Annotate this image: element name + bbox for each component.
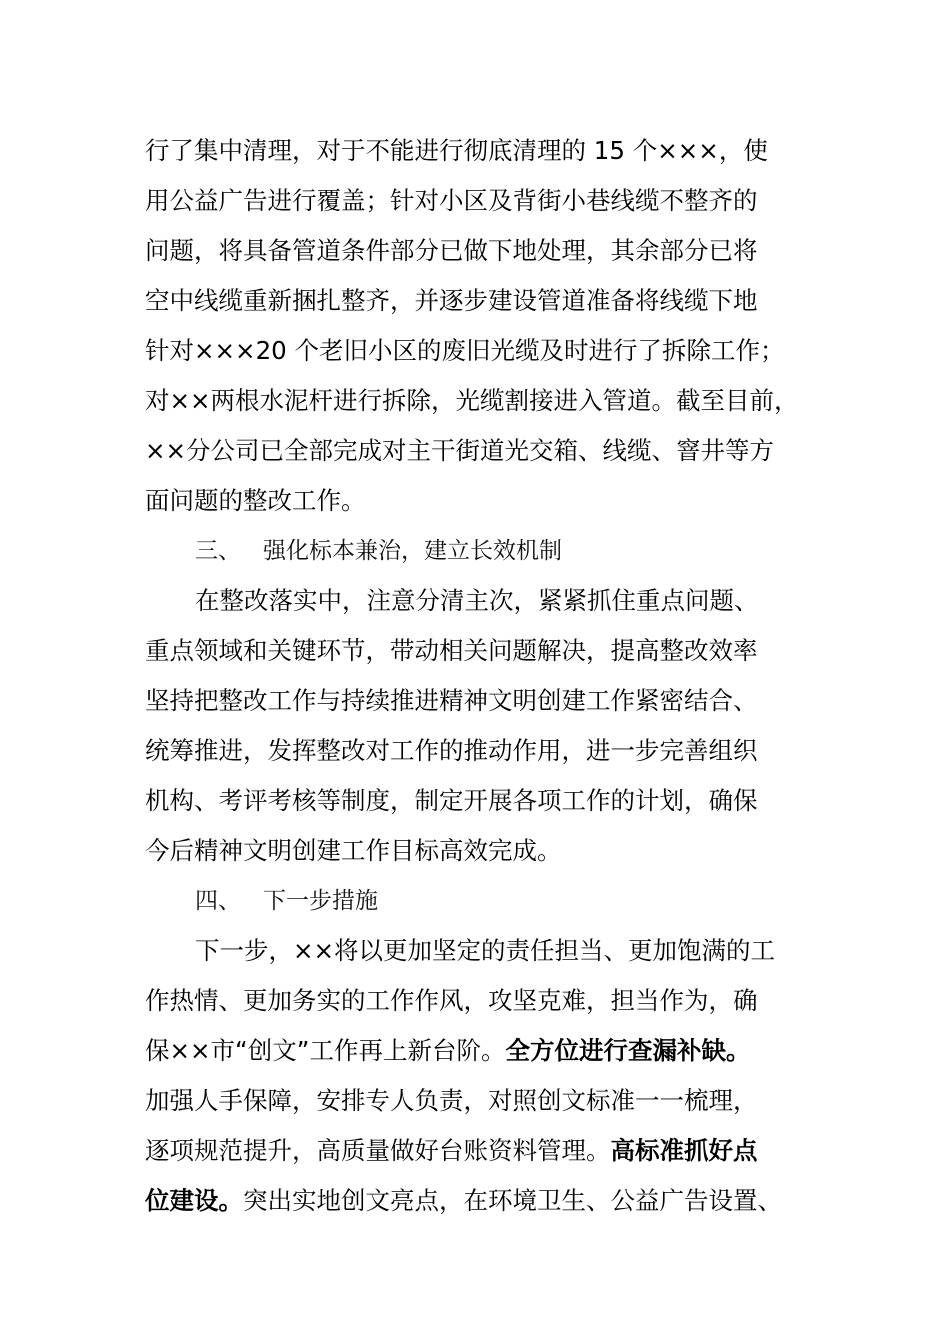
paragraph-line: 问题，将具备管道条件部分已做下地处理，其余部分已将 [145,236,758,265]
line-text: 突出实地创文亮点，在环境卫生、公益广告设置、 [243,1186,782,1215]
bold-emphasis: 全方位进行查漏补缺。 [505,1036,751,1065]
paragraph-line: 统筹推进，发挥整改对工作的推动作用，进一步完善组织 [145,736,758,765]
bold-emphasis: 位建设。 [145,1186,243,1215]
paragraph-line: 对××两根水泥杆进行拆除，光缆割接进入管道。截至目前， [145,386,799,415]
section-title: 下一步措施 [263,888,378,914]
section-heading-4 [195,876,378,926]
paragraph-line: 空中线缆重新捆扎整齐，并逐步建设管道准备将线缆下地 [145,286,758,315]
section-number: 三、 [195,538,241,564]
paragraph-line: 面问题的整改工作。 [145,486,366,515]
paragraph-line: ××分公司已全部完成对主干街道光交箱、线缆、窨井等方 [145,436,775,465]
paragraph-line: 用公益广告进行覆盖；针对小区及背街小巷线缆不整齐的 [145,186,758,215]
paragraph-line [145,1126,758,1176]
paragraph-line: 针对×××20 个老旧小区的废旧光缆及时进行了拆除工作； [145,336,785,365]
paragraph-line [145,1176,782,1226]
paragraph-line: 坚持把整改工作与持续推进精神文明创建工作紧密结合、 [145,686,758,715]
section-number: 四、 [195,888,241,914]
paragraph-line: 作热情、更加务实的工作作风，攻坚克难，担当作为，确 [145,986,758,1015]
bold-emphasis: 高标准抓好点 [610,1136,758,1165]
paragraph-line: 行了集中清理，对于不能进行彻底清理的 15 个×××，使 [145,136,768,165]
paragraph-line: 加强人手保障，安排专人负责，对照创文标准一一梳理， [145,1086,758,1115]
paragraph-line: 下一步，××将以更加坚定的责任担当、更加饱满的工 [195,936,776,965]
line-text: 保××市“创文”工作再上新台阶。 [145,1036,506,1065]
line-text: 逐项规范提升，高质量做好台账资料管理。 [145,1136,611,1165]
paragraph-line: 重点领域和关键环节，带动相关问题解决，提高整改效率 [145,636,758,665]
paragraph-line: 机构、考评考核等制度，制定开展各项工作的计划，确保 [145,786,758,815]
section-heading-3 [195,526,562,576]
section-title: 强化标本兼治，建立长效机制 [263,538,562,564]
paragraph-line [145,1026,750,1076]
paragraph-line: 在整改落实中，注意分清主次，紧紧抓住重点问题、 [195,586,759,615]
paragraph-line: 今后精神文明创建工作目标高效完成。 [145,836,562,865]
